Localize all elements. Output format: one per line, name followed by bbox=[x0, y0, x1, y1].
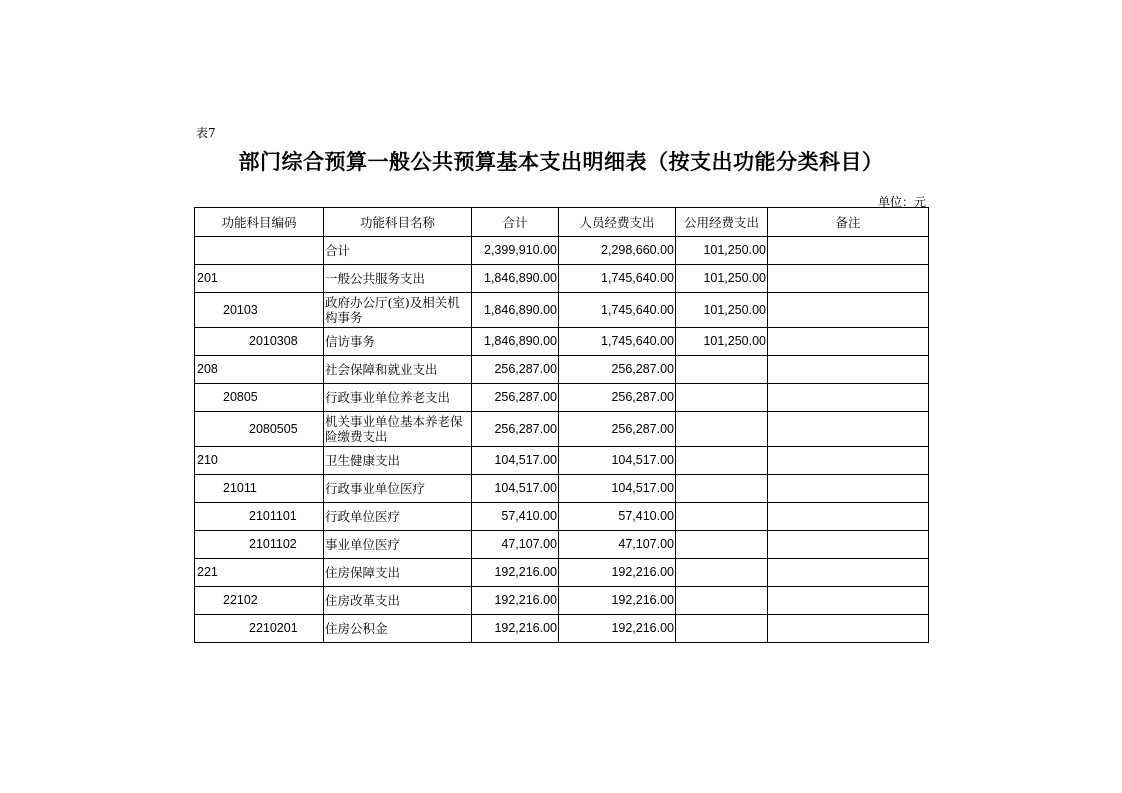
cell-name: 行政事业单位医疗 bbox=[324, 475, 472, 503]
table-row bbox=[195, 531, 929, 559]
column-header-remark: 备注 bbox=[768, 208, 929, 237]
cell-public: 101,250.00 bbox=[676, 265, 768, 293]
table-row bbox=[195, 265, 929, 293]
cell-name: 一般公共服务支出 bbox=[324, 265, 472, 293]
cell-total: 104,517.00 bbox=[472, 475, 559, 503]
cell-remark bbox=[768, 412, 929, 447]
cell-public bbox=[676, 356, 768, 384]
cell-name: 机关事业单位基本养老保险缴费支出 bbox=[324, 412, 472, 447]
cell-public bbox=[676, 475, 768, 503]
table-row bbox=[195, 237, 929, 265]
budget-table bbox=[194, 207, 929, 643]
cell-remark bbox=[768, 503, 929, 531]
cell-remark bbox=[768, 531, 929, 559]
cell-public bbox=[676, 412, 768, 447]
cell-code: 201 bbox=[195, 265, 324, 293]
cell-remark bbox=[768, 615, 929, 643]
cell-personnel: 2,298,660.00 bbox=[559, 237, 676, 265]
cell-name: 住房保障支出 bbox=[324, 559, 472, 587]
cell-public bbox=[676, 447, 768, 475]
cell-personnel: 256,287.00 bbox=[559, 412, 676, 447]
cell-code: 22102 bbox=[195, 587, 324, 615]
cell-name: 卫生健康支出 bbox=[324, 447, 472, 475]
cell-personnel: 104,517.00 bbox=[559, 447, 676, 475]
cell-public bbox=[676, 587, 768, 615]
cell-total: 256,287.00 bbox=[472, 356, 559, 384]
table-row bbox=[195, 356, 929, 384]
cell-public bbox=[676, 384, 768, 412]
cell-code: 2080505 bbox=[195, 412, 324, 447]
cell-name: 合计 bbox=[324, 237, 472, 265]
cell-code: 20805 bbox=[195, 384, 324, 412]
table-row bbox=[195, 447, 929, 475]
column-header-personnel: 人员经费支出 bbox=[559, 208, 676, 237]
cell-public bbox=[676, 503, 768, 531]
table-row bbox=[195, 615, 929, 643]
cell-name: 政府办公厅(室)及相关机构事务 bbox=[324, 293, 472, 328]
cell-public: 101,250.00 bbox=[676, 237, 768, 265]
table-row bbox=[195, 328, 929, 356]
cell-name: 社会保障和就业支出 bbox=[324, 356, 472, 384]
cell-total: 192,216.00 bbox=[472, 615, 559, 643]
cell-total: 1,846,890.00 bbox=[472, 265, 559, 293]
column-header-name: 功能科目名称 bbox=[324, 208, 472, 237]
column-header-public: 公用经费支出 bbox=[676, 208, 768, 237]
cell-code: 221 bbox=[195, 559, 324, 587]
header-row bbox=[195, 208, 929, 237]
cell-name: 行政单位医疗 bbox=[324, 503, 472, 531]
cell-remark bbox=[768, 447, 929, 475]
table-id: 表7 bbox=[196, 126, 216, 140]
cell-personnel: 47,107.00 bbox=[559, 531, 676, 559]
table-row bbox=[195, 503, 929, 531]
cell-name: 事业单位医疗 bbox=[324, 531, 472, 559]
cell-personnel: 1,745,640.00 bbox=[559, 328, 676, 356]
table-row bbox=[195, 412, 929, 447]
cell-remark bbox=[768, 265, 929, 293]
cell-personnel: 192,216.00 bbox=[559, 615, 676, 643]
cell-personnel: 192,216.00 bbox=[559, 587, 676, 615]
table-row bbox=[195, 587, 929, 615]
cell-total: 104,517.00 bbox=[472, 447, 559, 475]
cell-remark bbox=[768, 237, 929, 265]
unit-label: 单位：元 bbox=[877, 195, 926, 209]
cell-name: 信访事务 bbox=[324, 328, 472, 356]
cell-total: 47,107.00 bbox=[472, 531, 559, 559]
cell-code: 208 bbox=[195, 356, 324, 384]
cell-total: 256,287.00 bbox=[472, 412, 559, 447]
cell-remark bbox=[768, 587, 929, 615]
cell-remark bbox=[768, 384, 929, 412]
cell-public bbox=[676, 615, 768, 643]
cell-public: 101,250.00 bbox=[676, 293, 768, 328]
cell-name: 住房公积金 bbox=[324, 615, 472, 643]
cell-personnel: 256,287.00 bbox=[559, 356, 676, 384]
table-body bbox=[195, 237, 929, 643]
cell-code: 2101101 bbox=[195, 503, 324, 531]
cell-name: 住房改革支出 bbox=[324, 587, 472, 615]
table-row bbox=[195, 293, 929, 328]
cell-remark bbox=[768, 559, 929, 587]
table-row bbox=[195, 559, 929, 587]
cell-total: 1,846,890.00 bbox=[472, 328, 559, 356]
cell-code: 2010308 bbox=[195, 328, 324, 356]
cell-code: 2101102 bbox=[195, 531, 324, 559]
cell-remark bbox=[768, 328, 929, 356]
table-row bbox=[195, 475, 929, 503]
cell-remark bbox=[768, 293, 929, 328]
cell-public: 101,250.00 bbox=[676, 328, 768, 356]
cell-remark bbox=[768, 356, 929, 384]
page-title: 部门综合预算一般公共预算基本支出明细表（按支出功能分类科目） bbox=[238, 149, 884, 174]
cell-personnel: 256,287.00 bbox=[559, 384, 676, 412]
column-header-code: 功能科目编码 bbox=[195, 208, 324, 237]
table-row bbox=[195, 384, 929, 412]
cell-personnel: 104,517.00 bbox=[559, 475, 676, 503]
cell-total: 192,216.00 bbox=[472, 587, 559, 615]
cell-code: 20103 bbox=[195, 293, 324, 328]
cell-total: 192,216.00 bbox=[472, 559, 559, 587]
cell-code: 21011 bbox=[195, 475, 324, 503]
cell-code bbox=[195, 237, 324, 265]
cell-total: 1,846,890.00 bbox=[472, 293, 559, 328]
cell-code: 210 bbox=[195, 447, 324, 475]
cell-personnel: 57,410.00 bbox=[559, 503, 676, 531]
cell-personnel: 1,745,640.00 bbox=[559, 265, 676, 293]
cell-personnel: 1,745,640.00 bbox=[559, 293, 676, 328]
cell-total: 2,399,910.00 bbox=[472, 237, 559, 265]
cell-code: 2210201 bbox=[195, 615, 324, 643]
cell-name: 行政事业单位养老支出 bbox=[324, 384, 472, 412]
cell-total: 57,410.00 bbox=[472, 503, 559, 531]
cell-total: 256,287.00 bbox=[472, 384, 559, 412]
cell-public bbox=[676, 531, 768, 559]
cell-remark bbox=[768, 475, 929, 503]
cell-public bbox=[676, 559, 768, 587]
cell-personnel: 192,216.00 bbox=[559, 559, 676, 587]
column-header-total: 合计 bbox=[472, 208, 559, 237]
